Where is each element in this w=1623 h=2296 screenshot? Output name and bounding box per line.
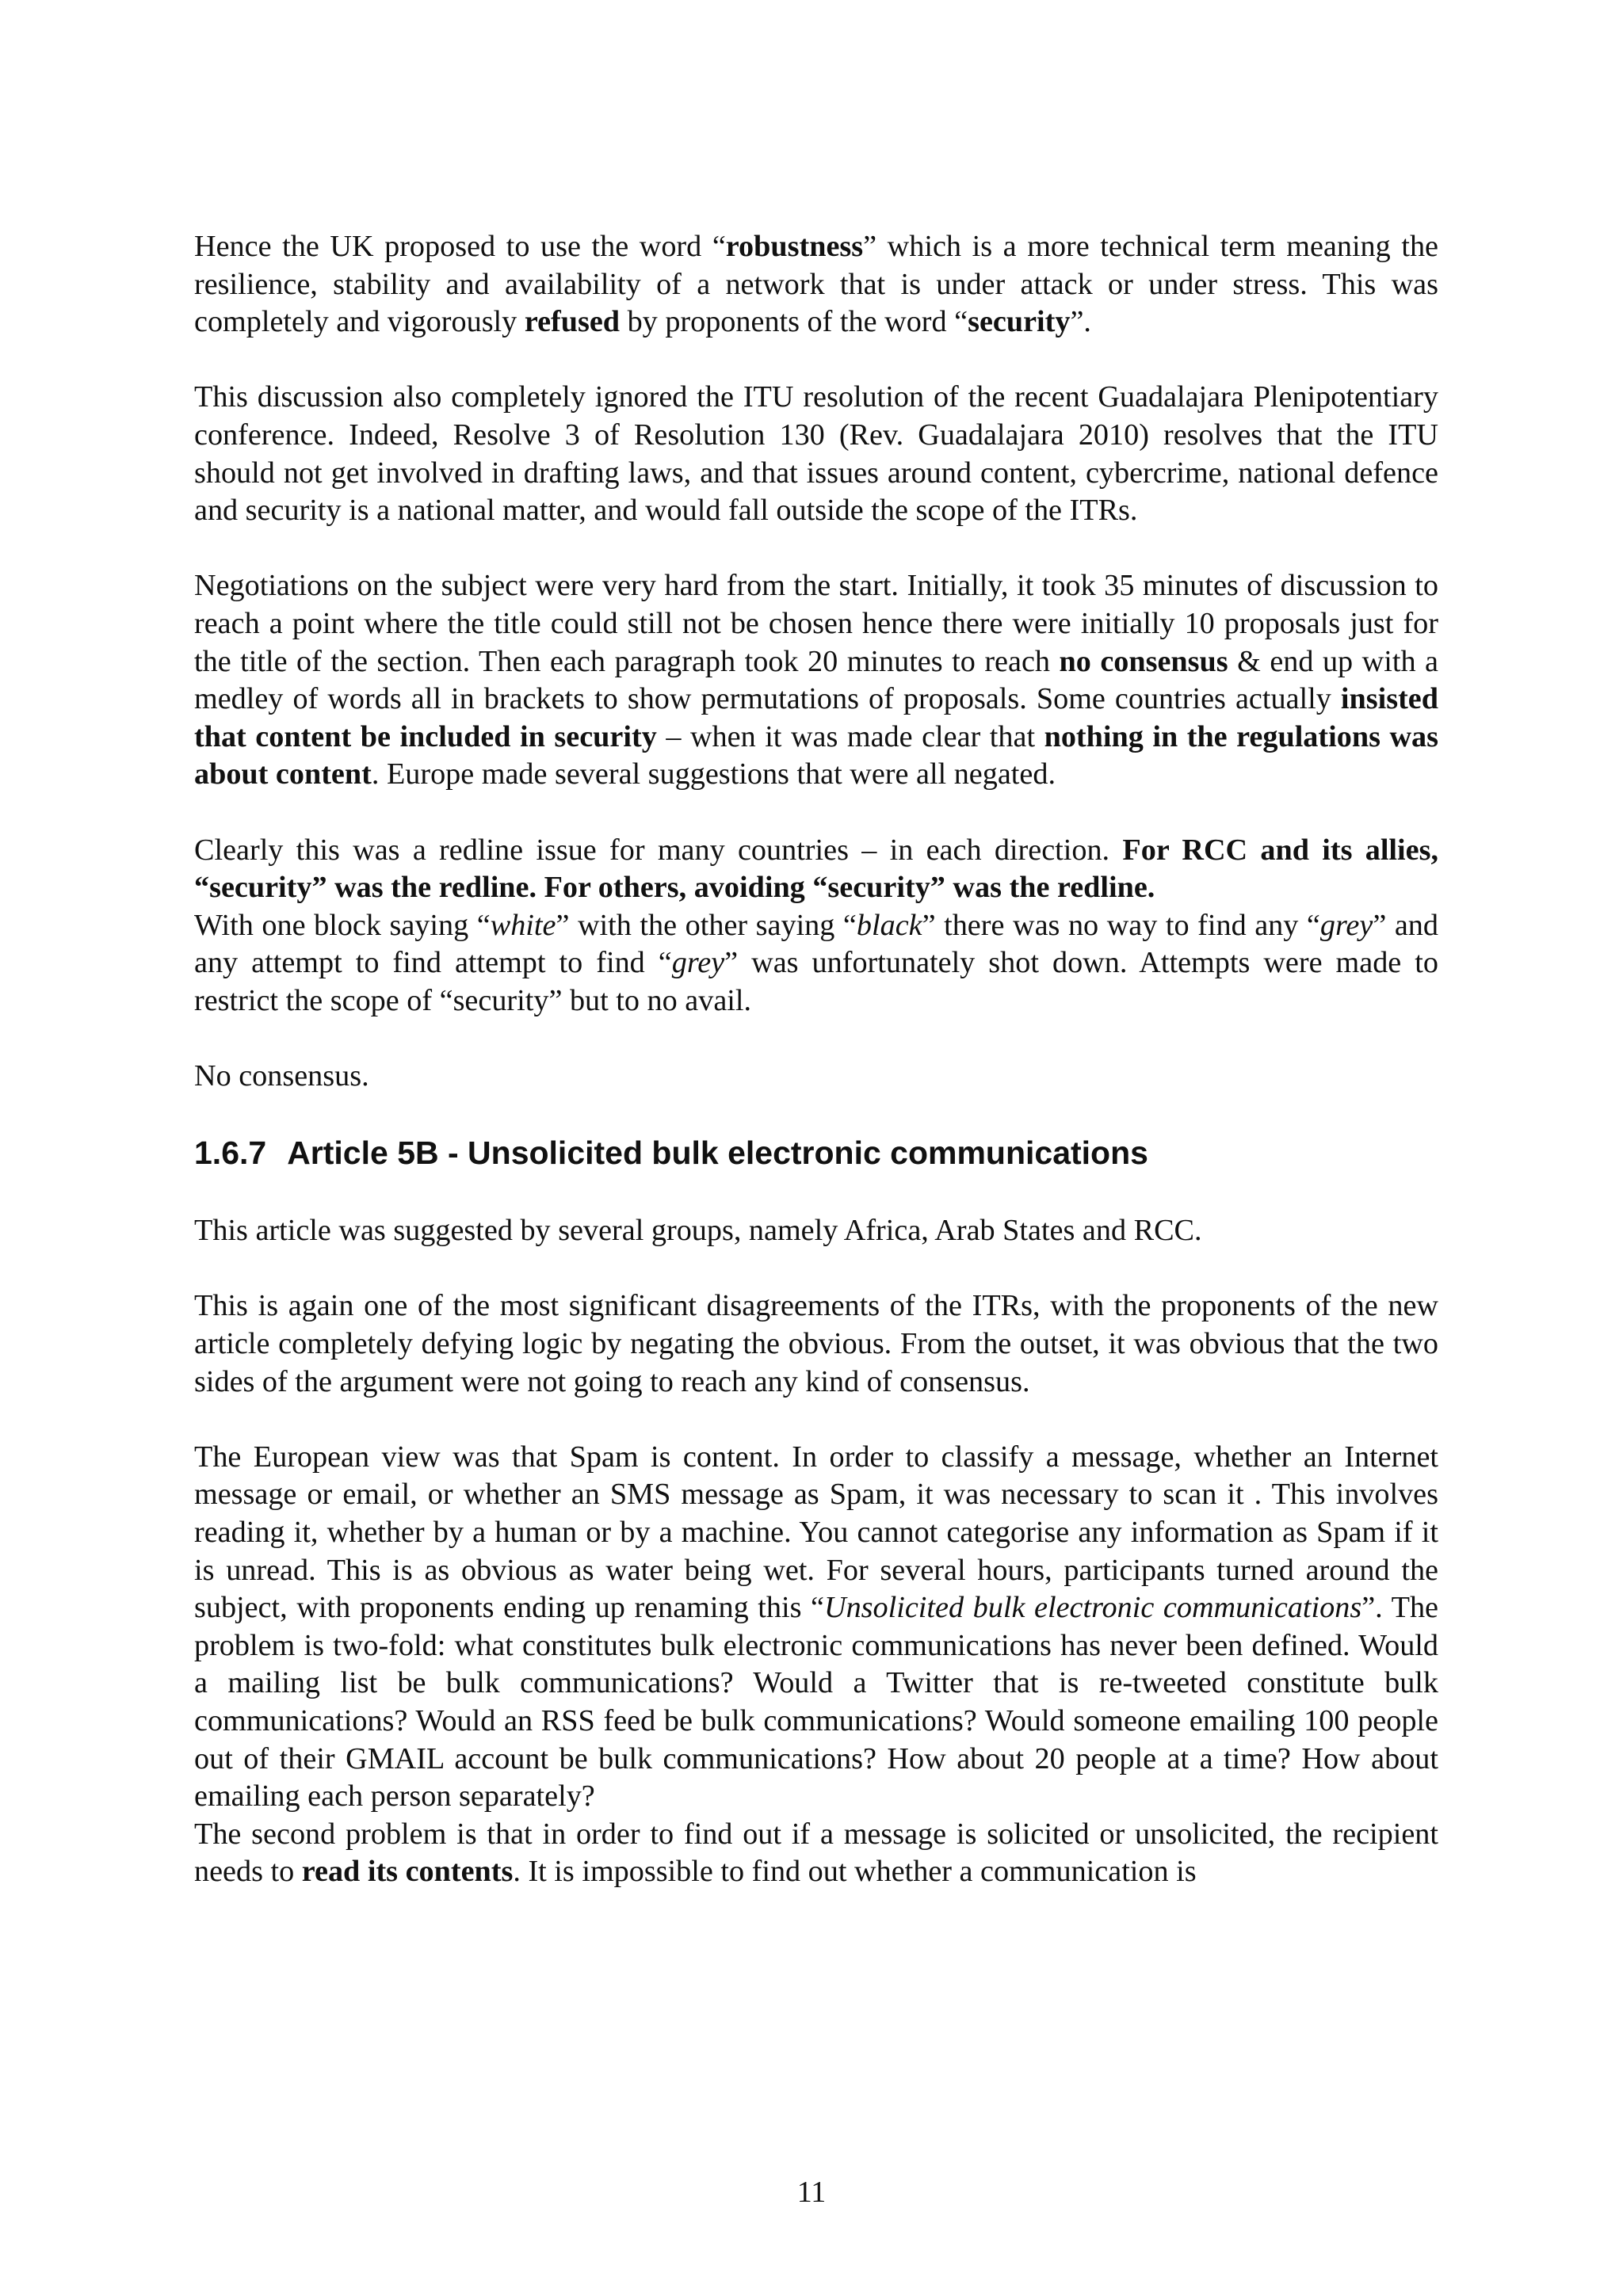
section-number: 1.6.7	[194, 1135, 267, 1172]
paragraph-white-black-grey	[194, 907, 1438, 1020]
text-run: ”. The problem is two-fold: what constitutes bulk electronic communications has never been defined. Would a mailing list be bulk communications? Would a Twitter that is re-tweeted constitute bulk communications? Would an RSS feed be bulk communications? Would someone emailing 100 people out of their GMAIL account be bulk communications? How about 20 people at a time? How about emailing each person separately?	[194, 1591, 1439, 1814]
paragraph-redline	[194, 832, 1438, 907]
paragraph-suggested-by	[194, 1212, 1438, 1250]
paragraph-spam-is-content	[194, 1439, 1438, 1816]
page-number: 11	[796, 2176, 827, 2209]
paragraph-no-consensus	[194, 1058, 1438, 1096]
document-body	[194, 228, 1438, 1891]
text-run: – when it was made clear that	[656, 719, 1044, 753]
text-run: & end up with a medley of words all in brackets to show permutations of proposals. Some countries actually	[194, 644, 1438, 716]
text-run: No consensus.	[194, 1059, 369, 1093]
text-run: With one block saying “	[194, 908, 491, 942]
text-run: The European view was that Spam is content. In order to classify a message, whether an Internet message or email, or whether an SMS message as Spam, it was necessary to scan it . This involves reading it, whether by a human or by a machine. You cannot categorise any information as Spam if it is unread. This is as obvious as water being wet. For several hours, participants turned around the subject, with proponents ending up renaming this “	[194, 1440, 1438, 1625]
text-run: This article was suggested by several groups, namely Africa, Arab States and RCC.	[194, 1214, 1202, 1248]
italic-unsolicited: Unsolicited bulk electronic communications	[824, 1591, 1362, 1625]
text-run: by proponents of the word “	[620, 305, 968, 339]
bold-redline: For RCC and its allies, “security” was the redline. For others, avoiding “security” was the redline.	[194, 833, 1439, 905]
text-run: . Europe made several suggestions that were all negated.	[371, 757, 1056, 791]
italic-grey: grey	[671, 946, 725, 980]
italic-white: white	[490, 908, 556, 942]
text-run: ” with the other saying “	[556, 908, 857, 942]
text-run: ”.	[1070, 305, 1091, 339]
bold-security: security	[968, 305, 1071, 339]
bold-robustness: robustness	[725, 230, 864, 263]
paragraph-negotiations	[194, 567, 1438, 794]
text-run: Hence the UK proposed to use the word “	[194, 230, 726, 263]
text-run: Clearly this was a redline issue for many countries – in each direction.	[194, 833, 1123, 867]
text-run: ” was unfortunately shot down. Attempts were made to restrict the scope of “security” but to no avail.	[194, 946, 1438, 1017]
text-run: ” which is a more technical term meaning the resilience, stability and availability of a network that is under attack or under stress. This was completely and vigorously	[194, 230, 1438, 339]
italic-black: black	[856, 908, 922, 942]
text-run: ” and any attempt to find attempt to find “	[194, 908, 1438, 980]
text-run: ” there was no way to find any “	[922, 908, 1320, 942]
text-run: This discussion also completely ignored the ITU resolution of the recent Guadalajara Plenipotentiary conference. Indeed, Resolve 3 of Resolution 130 (Rev. Guadalajara 2010) resolves that the ITU should not get involved in drafting laws, and that issues around content, cybercrime, national defence and security is a national matter, and would fall outside the scope of the ITRs.	[194, 380, 1438, 528]
paragraph-robustness	[194, 228, 1438, 341]
section-heading	[194, 1133, 1438, 1173]
bold-nothing-about-content: nothing in the regulations was about content	[194, 719, 1438, 791]
bold-refused: refused	[524, 305, 621, 339]
paragraph-disagreements	[194, 1287, 1438, 1401]
text-run: Negotiations on the subject were very hard from the start. Initially, it took 35 minutes of discussion to reach a point where the title could still not be chosen hence there were initially 10 proposals just for the title of the section. Then each paragraph took 20 minutes to reach	[194, 569, 1438, 678]
paragraph-guadalajara	[194, 379, 1438, 529]
bold-content-in-security: insisted that content be included in security	[194, 682, 1438, 753]
text-run: . It is impossible to find out whether a communication is	[513, 1855, 1197, 1889]
text-run: The second problem is that in order to find out if a message is solicited or unsolicited, the recipient needs to	[194, 1817, 1438, 1889]
italic-grey: grey	[1319, 908, 1373, 942]
bold-no-consensus: no consensus	[1059, 644, 1228, 678]
text-run: This is again one of the most significant disagreements of the ITRs, with the proponents of the new article completely defying logic by negating the obvious. From the outset, it was obvious that the two sides of the argument were not going to reach any kind of consensus.	[194, 1289, 1438, 1398]
section-title: Article 5B - Unsolicited bulk electronic communications	[287, 1135, 1148, 1172]
bold-read-contents: read its contents	[301, 1855, 514, 1889]
paragraph-second-problem	[194, 1816, 1438, 1891]
